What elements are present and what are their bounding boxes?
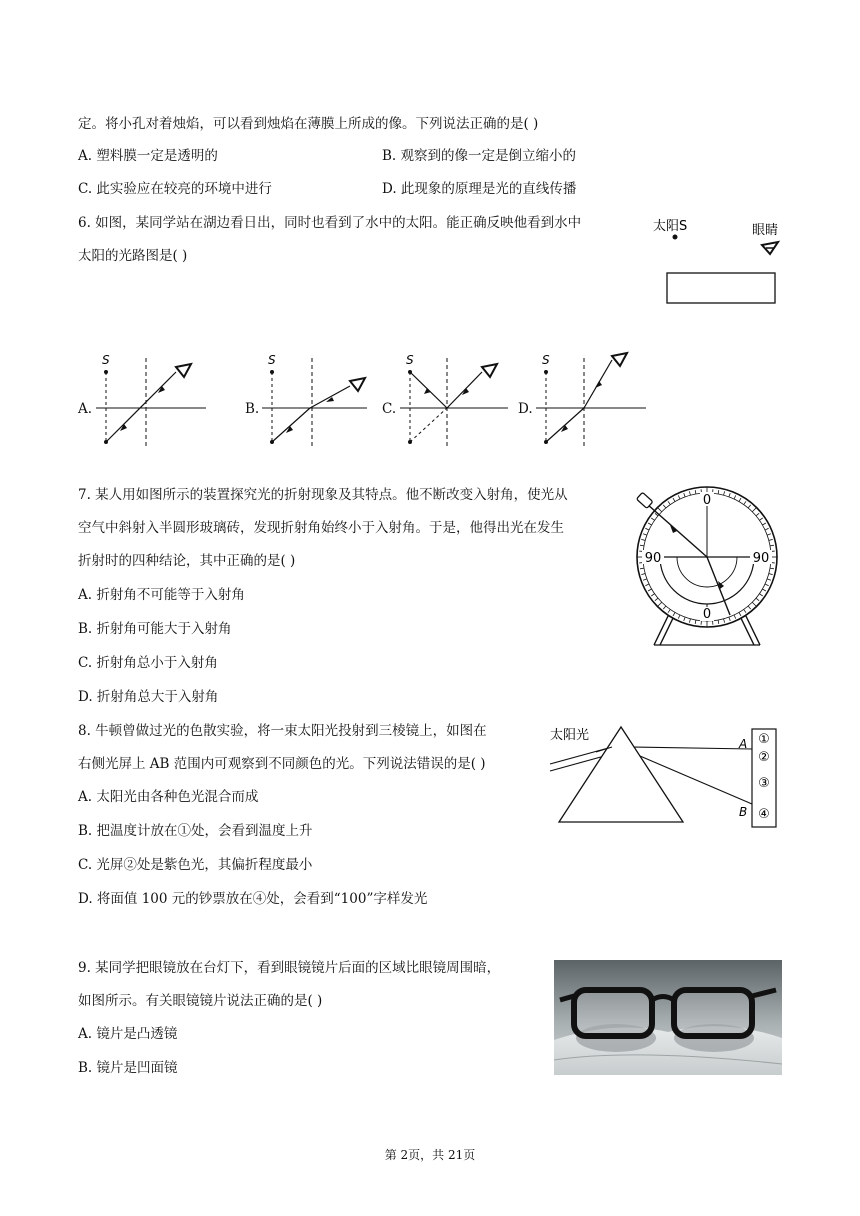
q6-option-c-label: C. [382, 401, 397, 417]
q7-stem-line1: 7. 某人用如图所示的装置探究光的折射现象及其特点。他不断改变入射角，使光从 [78, 487, 568, 503]
eye-icon [482, 364, 497, 377]
q6-option-a-diagram [96, 350, 211, 450]
q7-option-b: B. 折射角可能大于入射角 [78, 621, 232, 637]
dial-label-left: 90 [644, 551, 662, 566]
s-label: S [102, 353, 110, 367]
marker-3: ③ [758, 776, 770, 791]
q5-option-a: A. 塑料膜一定是透明的 [78, 148, 218, 164]
lake-box [667, 273, 775, 303]
label-b: B [739, 805, 748, 819]
q6-sun-label: 太阳S [653, 219, 688, 234]
s-label: S [542, 353, 550, 367]
q5-continuation: 定。将小孔对着烛焰，可以看到烛焰在薄膜上所成的像。下列说法正确的是( ) [78, 116, 539, 132]
marker-4: ④ [758, 807, 770, 822]
q7-refraction-dial-figure [632, 482, 782, 650]
s-label: S [268, 353, 276, 367]
q9-stem-line1: 9. 某同学把眼镜放在台灯下，看到眼镜镜片后面的区域比眼镜周围暗， [78, 960, 501, 976]
q5-option-b: B. 观察到的像一定是倒立缩小的 [382, 148, 577, 164]
q6-option-d-label: D. [518, 401, 533, 417]
label-a: A [739, 737, 748, 751]
q6-option-c-diagram [400, 350, 510, 450]
q5-option-d: D. 此现象的原理是光的直线传播 [382, 181, 577, 197]
q6-stem-line1: 6. 如图，某同学站在湖边看日出，同时也看到了水中的太阳。能正确反映他看到水中 [78, 215, 582, 231]
q8-option-a: A. 太阳光由各种色光混合而成 [78, 789, 259, 805]
sunlight-label: 太阳光 [550, 728, 590, 743]
eye-icon [612, 353, 627, 366]
q6-option-b-label: B. [245, 401, 260, 417]
q6-option-d-diagram [536, 350, 651, 450]
q6-eye-label: 眼睛 [752, 223, 779, 238]
q9-glasses-photo [554, 960, 782, 1075]
q7-stem-line3: 折射时的四种结论，其中正确的是( ) [78, 553, 296, 569]
marker-2: ② [758, 750, 770, 765]
q9-option-b: B. 镜片是凹面镜 [78, 1060, 178, 1076]
q9-stem-line2: 如图所示。有关眼镜镜片说法正确的是( ) [78, 993, 323, 1009]
eye-icon [176, 364, 191, 377]
q8-stem-line1: 8. 牛顿曾做过光的色散实验，将一束太阳光投射到三棱镜上，如图在 [78, 723, 487, 739]
q7-option-a: A. 折射角不可能等于入射角 [78, 587, 245, 603]
q6-scene-figure [648, 212, 788, 308]
dial-label-right: 90 [752, 551, 770, 566]
q8-option-c: C. 光屏②处是紫色光，其偏折程度最小 [78, 857, 313, 873]
q9-option-a: A. 镜片是凸透镜 [78, 1026, 178, 1042]
q7-option-d: D. 折射角总大于入射角 [78, 689, 219, 705]
q8-option-b: B. 把温度计放在①处，会看到温度上升 [78, 823, 313, 839]
q8-option-d: D. 将面值 100 元的钞票放在④处，会看到“100”字样发光 [78, 891, 428, 907]
q6-stem-line2: 太阳的光路图是( ) [78, 248, 188, 264]
dial-label-bottom: 0 [702, 607, 712, 622]
q7-option-c: C. 折射角总小于入射角 [78, 655, 218, 671]
sun-point [673, 235, 678, 240]
q7-stem-line2: 空气中斜射入半圆形玻璃砖，发现折射角始终小于入射角。于是，他得出光在发生 [78, 520, 564, 536]
eye-icon [350, 378, 365, 391]
q8-stem-line2: 右侧光屏上 AB 范围内可观察到不同颜色的光。下列说法错误的是( ) [78, 756, 486, 772]
q5-option-c: C. 此实验应在较亮的环境中进行 [78, 181, 272, 197]
marker-1: ① [758, 732, 770, 747]
dial-label-top: 0 [702, 493, 712, 508]
q6-option-b-diagram [262, 350, 372, 450]
page-footer: 第 2页，共 21页 [384, 1148, 476, 1162]
q8-prism-dispersion-figure [544, 722, 784, 830]
q6-option-a-label: A. [78, 401, 93, 417]
light-source-icon [636, 492, 652, 508]
eye-icon [762, 242, 778, 254]
s-label: S [406, 353, 414, 367]
